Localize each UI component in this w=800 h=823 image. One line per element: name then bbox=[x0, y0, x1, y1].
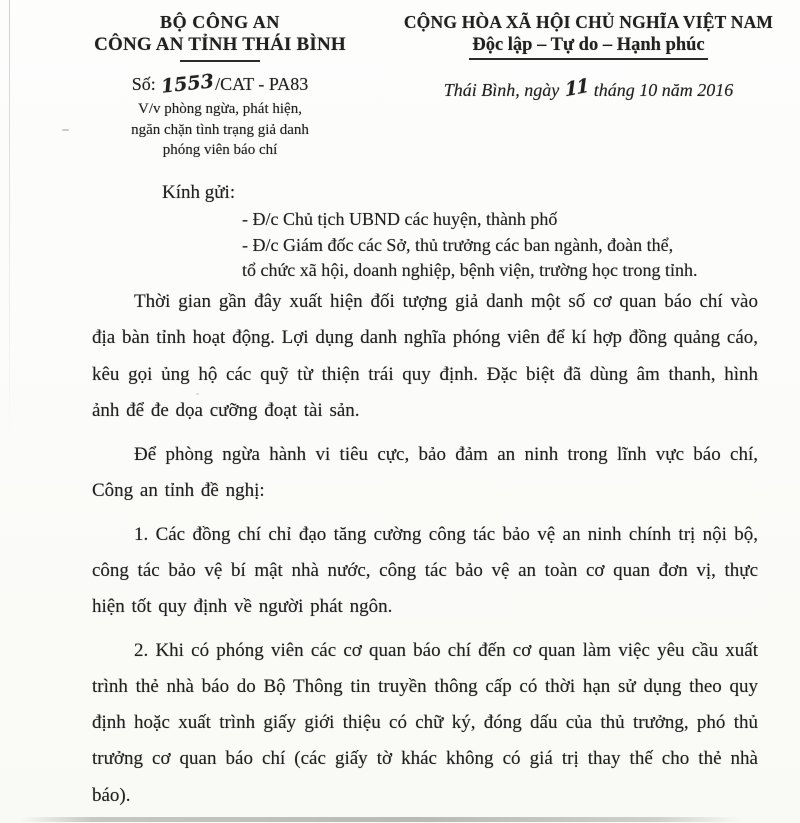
document-header bbox=[0, 0, 800, 161]
dateline-prefix: Thái Bình, ngày bbox=[443, 80, 560, 100]
dateline-suffix: tháng 10 năm 2016 bbox=[593, 80, 734, 100]
issuer-block bbox=[45, 12, 395, 161]
body-paragraph-item-1: 1. Các đồng chí chỉ đạo tăng cường công tác bảo vệ an ninh chính trị nội bộ, công tác bảo vệ bí mật nhà nước, công tác bảo vệ an toàn cơ quan đơn vị, thực hiện tốt quy định về người phát ngôn. bbox=[92, 523, 758, 618]
document-number-line bbox=[45, 70, 395, 98]
body-paragraph: Thời gian gần đây xuất hiện đối tượng giả danh một số cơ quan báo chí vào địa bàn tỉnh hoạt động. Lợi dụng danh nghĩa phóng viên để kí hợp đồng quảng cáo, kêu gọi ủng hộ các quỹ từ thiện trái quy định. Đặc biệt đã dùng âm thanh, hình ảnh để đe dọa cưỡng đoạt tài sản. bbox=[92, 291, 758, 421]
subject-line: ngăn chặn tình trạng giả danh bbox=[131, 121, 309, 138]
issuer-underline bbox=[180, 60, 260, 62]
scan-speck bbox=[62, 129, 69, 131]
dateline-day-handwritten: 11 bbox=[564, 74, 589, 102]
national-motto-line2-wrap bbox=[395, 33, 782, 60]
subject-line: phóng viên báo chí bbox=[162, 142, 278, 159]
recipients-block bbox=[92, 179, 758, 284]
scan-speck bbox=[196, 393, 199, 395]
document-number-handwritten: 1553 bbox=[160, 70, 216, 98]
national-motto-line2: Độc lập – Tự do – Hạnh phúc bbox=[469, 35, 707, 60]
document-number-label: Số: bbox=[131, 74, 161, 94]
scan-edge-left-artifact bbox=[9, 0, 10, 445]
scan-edge-bottom-artifact bbox=[20, 817, 742, 822]
recipient-line: tổ chức xã hội, doanh nghiệp, bệnh viện, trường học trong tỉnh. bbox=[242, 260, 698, 281]
subject-line: V/v phòng ngừa, phát hiện, bbox=[138, 101, 302, 117]
national-motto-line1: CỘNG HÒA XÃ HỘI CHỦ NGHĨA VIỆT NAM bbox=[403, 12, 774, 32]
recipient-line: - Đ/c Chủ tịch UBND các huyện, thành phố bbox=[242, 208, 558, 229]
body-paragraph: Để phòng ngừa hành vi tiêu cực, bảo đảm an ninh trong lĩnh vực báo chí, Công an tỉnh đề nghị: bbox=[92, 443, 758, 501]
body-paragraph-item-2: 2. Khi có phóng viên các cơ quan báo chí đến cơ quan làm việc yêu cầu xuất trình thẻ nhà báo do Bộ Thông tin truyền thông cấp có thời hạn sử dụng theo quy định hoặc xuất trình giấy giới thiệu có chữ ký, đóng dấu của thủ trưởng, phó thủ trưởng cơ quan báo chí (các giấy tờ khác không có giá trị thay thế cho thẻ nhà báo). bbox=[92, 640, 758, 806]
document-number-suffix: /CAT - PA83 bbox=[215, 74, 309, 94]
document-subject bbox=[45, 99, 395, 161]
document-body bbox=[0, 161, 800, 814]
dateline bbox=[395, 74, 782, 102]
recipient-line: - Đ/c Giám đốc các Sở, thủ trưởng các ban ngành, đoàn thể, bbox=[242, 234, 674, 255]
issuer-parent-name: BỘ CÔNG AN bbox=[159, 12, 280, 32]
issuer-name: CÔNG AN TỈNH THÁI BÌNH bbox=[94, 34, 346, 55]
recipients-label: Kính gửi: bbox=[162, 182, 236, 204]
national-header-block bbox=[395, 12, 782, 161]
